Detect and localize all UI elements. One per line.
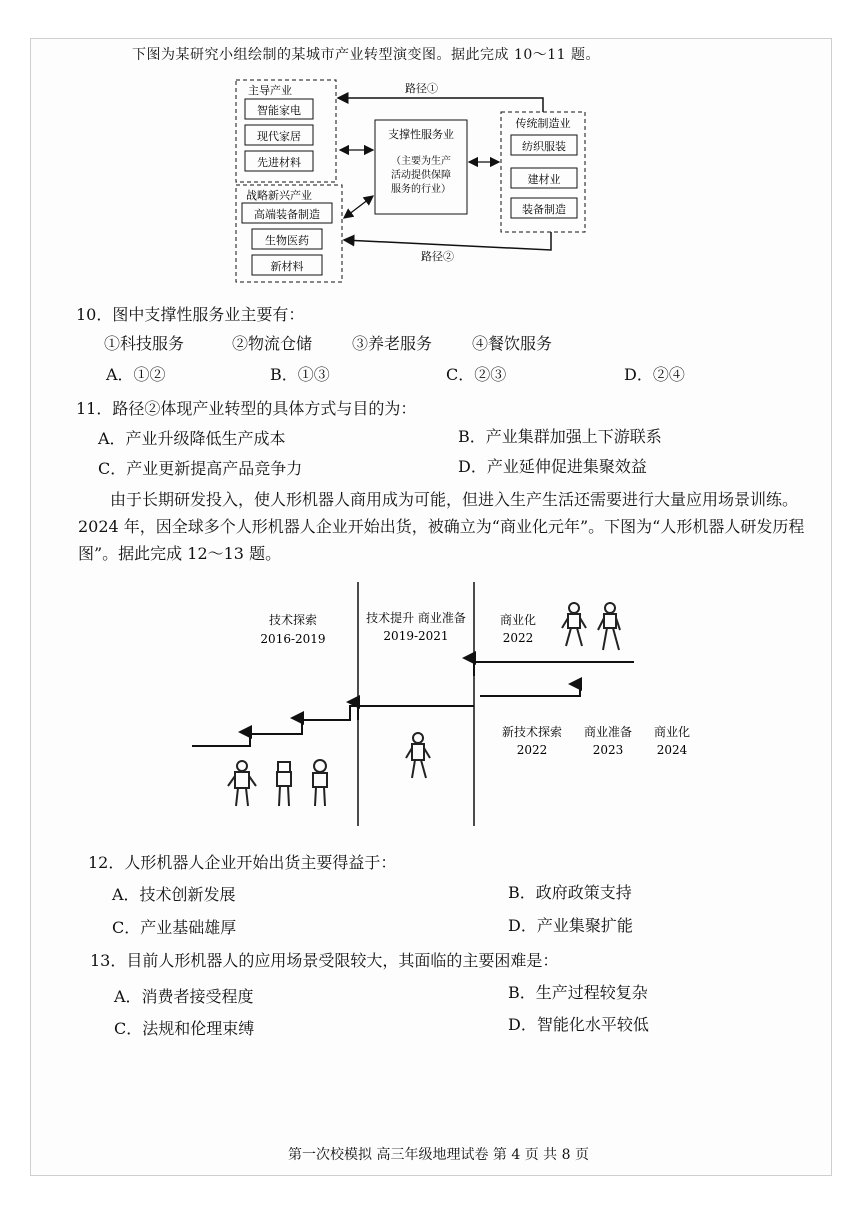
stage1-name: 技术探索 [268,613,318,627]
path1-label: 路径① [405,82,438,95]
stage4-years: 2022 [516,743,548,757]
support-service-title: 支撑性服务业 [388,128,454,141]
stage1-years: 2016-2019 [260,632,326,646]
strategic-item: 生物医药 [265,234,309,247]
q13-choice-b[interactable]: B．生产过程较复杂 [508,983,648,1002]
stage4-years: 2023 [592,743,624,757]
stage2-years: 2019-2021 [383,629,449,643]
q10-choice-b[interactable]: B．①③ [270,365,330,384]
traditional-industry-title: 传统制造业 [515,117,571,130]
support-service-note: 服务的行业） [391,184,451,195]
robot-figure-5 [562,603,586,646]
path2-arrow [344,232,551,250]
q10-option-1: ①科技服务 [104,334,185,353]
q13-choice-d[interactable]: D．智能化水平较低 [508,1015,649,1034]
q11-choice-a[interactable]: A．产业升级降低生产成本 [98,429,286,448]
stage4-name: 商业准备 [583,725,633,739]
stage4-name: 新技术探索 [501,725,563,739]
q11-choice-b[interactable]: B．产业集群加强上下游联系 [458,427,662,446]
q13-choice-c[interactable]: C．法规和伦理束缚 [114,1019,255,1038]
traditional-item: 建材业 [527,173,561,186]
q10-choice-d[interactable]: D．②④ [624,365,685,384]
robot-development-timeline [190,580,700,828]
q11-choice-c[interactable]: C．产业更新提高产品竞争力 [98,459,303,478]
q11-stem: 11．路径②体现产业转型的具体方式与目的为： [76,399,417,418]
page-footer: 第一次校模拟 高三年级地理试卷 第 4 页 共 8 页 [288,1147,589,1163]
q10-choice-a[interactable]: A．①② [106,365,166,384]
stage3-name: 商业化 [499,613,537,627]
stage4-years: 2024 [656,743,688,757]
q10-option-4: ④餐饮服务 [472,334,553,353]
q12-choice-a[interactable]: A．技术创新发展 [112,885,236,904]
industry-transformation-diagram [225,72,605,294]
q12-choice-d[interactable]: D．产业集聚扩能 [508,916,633,935]
leading-item: 现代家居 [257,130,301,143]
robot-figure-1 [228,761,256,806]
support-service-note: 活动提供保障 [391,170,451,181]
q12-choice-c[interactable]: C．产业基础雄厚 [112,918,237,937]
stage3-years: 2022 [502,631,534,645]
robot-figure-2 [277,762,291,806]
path2-label: 路径② [421,250,454,263]
leading-industry-title: 主导产业 [248,84,292,97]
leading-item: 智能家电 [257,104,301,117]
q10-option-2: ②物流仓储 [232,334,313,353]
strategic-industry-title: 战略新兴产业 [246,189,312,202]
strategic-item: 高端装备制造 [254,208,320,221]
q13-choice-a[interactable]: A．消费者接受程度 [114,987,254,1006]
robot-figure-6 [598,603,620,650]
support-service-note: （主要为生产 [391,156,451,167]
q10-stem: 10．图中支撑性服务业主要有： [76,305,305,324]
strategic-item: 新材料 [270,260,304,273]
robot-figure-3 [313,760,327,806]
q12-stem: 12．人形机器人企业开始出货主要得益于： [88,853,397,872]
q10-choice-c[interactable]: C．②③ [446,365,507,384]
q13-stem: 13．目前人形机器人的应用场景受限较大，其面临的主要困难是： [90,951,559,970]
stage2-name: 技术提升 商业准备 [366,611,466,625]
path1-arrow [338,98,543,112]
passage-text: 由于长期研发投入，使人形机器人商用成为可能，但进入生产生活还需要进行大量应用场景训练。2024 年，因全球多个人形机器人企业开始出货，被确立为“商业化元年”。下图为“人形机器人研发历程图”。据此完成 12～13 题。 [78,490,805,563]
stage4-name: 商业化 [653,725,691,739]
traditional-item: 装备制造 [522,203,566,216]
q11-choice-d[interactable]: D．产业延伸促进集聚效益 [458,457,647,476]
diagram1-intro: 下图为某研究小组绘制的某城市产业转型演变图。据此完成 10～11 题。 [132,47,601,63]
q12-choice-b[interactable]: B．政府政策支持 [508,883,632,902]
q10-option-3: ③养老服务 [352,334,433,353]
leading-item: 先进材料 [257,156,301,169]
robot-figure-4 [406,733,430,778]
traditional-item: 纺织服装 [522,140,566,153]
